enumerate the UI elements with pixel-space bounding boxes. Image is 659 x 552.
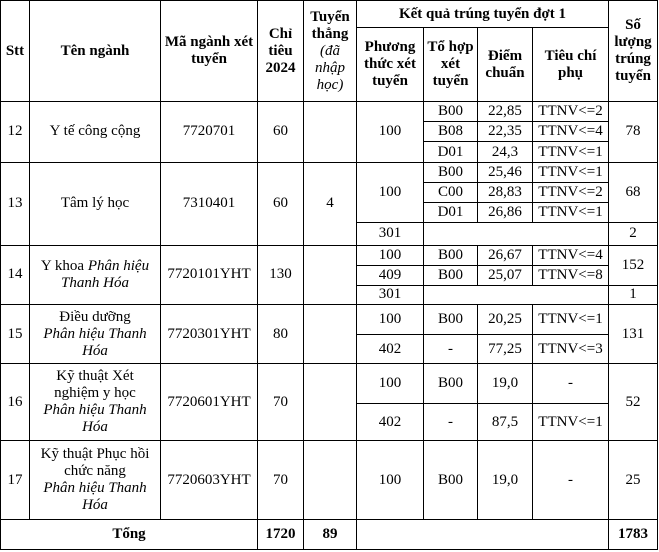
stt-cell: 14 [1, 245, 30, 304]
branch-name: Phân hiệu Thanh Hóa [43, 402, 147, 436]
total-direct: 89 [304, 519, 357, 549]
score-cell: 22,85 [478, 102, 533, 122]
total-label: Tổng [1, 519, 258, 549]
criteria-cell: TTNV<=3 [533, 335, 609, 364]
quota-cell: 60 [258, 162, 304, 245]
header-results-round1: Kết quả trúng tuyển đợt 1 [357, 1, 609, 28]
criteria-cell: TTNV<=8 [533, 265, 609, 285]
score-cell: 87,5 [478, 404, 533, 441]
branch-name: Phân hiệu Thanh Hóa [61, 257, 150, 291]
direct-cell [304, 102, 357, 162]
empty-cell [424, 222, 609, 245]
count-cell: 52 [609, 364, 658, 441]
header-quota: Chỉ tiêu 2024 [258, 1, 304, 102]
branch-name: Phân hiệu Thanh Hóa [43, 480, 147, 514]
criteria-cell: - [533, 364, 609, 404]
combo-cell: D01 [424, 142, 478, 162]
header-admitted-count: Số lượng trúng tuyển [609, 1, 658, 102]
method-cell: 100 [357, 364, 424, 404]
stt-cell: 12 [1, 102, 30, 162]
combo-cell: - [424, 404, 478, 441]
combo-cell: B00 [424, 305, 478, 335]
stt-cell: 13 [1, 162, 30, 245]
criteria-cell: TTNV<=1 [533, 404, 609, 441]
major-name-cell: Y tế công cộng [30, 102, 161, 162]
table-row [1, 245, 658, 265]
criteria-cell: TTNV<=1 [533, 305, 609, 335]
direct-cell [304, 305, 357, 364]
header-direct-note: (đã nhập học) [315, 42, 345, 93]
method-cell: 409 [357, 265, 424, 285]
count-cell: 131 [609, 305, 658, 364]
combo-cell: B00 [424, 265, 478, 285]
direct-cell [304, 364, 357, 441]
table-row [1, 305, 658, 335]
header-direct-admission [304, 1, 357, 102]
method-cell: 100 [357, 102, 424, 162]
stt-cell: 16 [1, 364, 30, 441]
quota-cell: 130 [258, 245, 304, 304]
header-subject-combo: Tổ hợp xét tuyển [424, 28, 478, 102]
major-code-cell: 7720301YHT [161, 305, 258, 364]
table-row [1, 364, 658, 404]
header-stt: Stt [1, 1, 30, 102]
empty-cell [424, 285, 609, 304]
score-cell: 20,25 [478, 305, 533, 335]
method-cell: 100 [357, 245, 424, 265]
score-cell: 26,86 [478, 202, 533, 222]
table-row [1, 162, 658, 182]
count-cell: 25 [609, 441, 658, 519]
header-secondary-criteria: Tiêu chí phụ [533, 28, 609, 102]
major-name-cell [30, 305, 161, 364]
method-cell: 301 [357, 285, 424, 304]
score-cell: 24,3 [478, 142, 533, 162]
combo-cell: B08 [424, 122, 478, 142]
stt-cell: 17 [1, 441, 30, 519]
total-row [1, 519, 658, 549]
method-cell: 100 [357, 162, 424, 222]
criteria-cell: - [533, 441, 609, 519]
score-cell: 25,46 [478, 162, 533, 182]
major-name-cell [30, 364, 161, 441]
direct-cell [304, 441, 357, 519]
count-cell: 152 [609, 245, 658, 285]
major-name-main: Kỹ thuật Phục hồi chức năng [40, 446, 150, 480]
major-code-cell: 7720601YHT [161, 364, 258, 441]
empty-cell [357, 519, 609, 549]
table-row [1, 102, 658, 122]
major-code-cell: 7310401 [161, 162, 258, 245]
combo-cell: D01 [424, 202, 478, 222]
criteria-cell: TTNV<=4 [533, 122, 609, 142]
total-quota: 1720 [258, 519, 304, 549]
header-direct-label: Tuyển thẳng [310, 8, 350, 42]
criteria-cell: TTNV<=1 [533, 202, 609, 222]
method-cell: 402 [357, 404, 424, 441]
direct-cell [304, 245, 357, 304]
major-name-cell [30, 245, 161, 304]
major-name-cell: Tâm lý học [30, 162, 161, 245]
score-cell: 28,83 [478, 182, 533, 202]
major-name-cell [30, 441, 161, 519]
score-cell: 25,07 [478, 265, 533, 285]
header-major-code: Mã ngành xét tuyển [161, 1, 258, 102]
table-row [1, 441, 658, 519]
header-method: Phương thức xét tuyển [357, 28, 424, 102]
quota-cell: 70 [258, 364, 304, 441]
criteria-cell: TTNV<=2 [533, 102, 609, 122]
total-count: 1783 [609, 519, 658, 549]
score-cell: 77,25 [478, 335, 533, 364]
major-code-cell: 7720101YHT [161, 245, 258, 304]
combo-cell: - [424, 335, 478, 364]
combo-cell: B00 [424, 245, 478, 265]
method-cell: 402 [357, 335, 424, 364]
count-cell: 1 [609, 285, 658, 304]
score-cell: 19,0 [478, 441, 533, 519]
header-cutoff-score: Điểm chuẩn [478, 28, 533, 102]
combo-cell: B00 [424, 441, 478, 519]
method-cell: 301 [357, 222, 424, 245]
criteria-cell: TTNV<=4 [533, 245, 609, 265]
combo-cell: B00 [424, 162, 478, 182]
major-name-main: Điều dưỡng [59, 308, 131, 325]
criteria-cell: TTNV<=1 [533, 142, 609, 162]
quota-cell: 60 [258, 102, 304, 162]
count-cell: 68 [609, 162, 658, 222]
count-cell: 2 [609, 222, 658, 245]
header-major-name: Tên ngành [30, 1, 161, 102]
score-cell: 26,67 [478, 245, 533, 265]
major-name-main: Y khoa [40, 257, 85, 274]
criteria-cell: TTNV<=1 [533, 162, 609, 182]
method-cell: 100 [357, 441, 424, 519]
count-cell: 78 [609, 102, 658, 162]
stt-cell: 15 [1, 305, 30, 364]
major-code-cell: 7720701 [161, 102, 258, 162]
method-cell: 100 [357, 305, 424, 335]
major-code-cell: 7720603YHT [161, 441, 258, 519]
direct-cell: 4 [304, 162, 357, 245]
branch-name: Phân hiệu Thanh Hóa [43, 325, 147, 359]
combo-cell: B00 [424, 364, 478, 404]
combo-cell: C00 [424, 182, 478, 202]
quota-cell: 80 [258, 305, 304, 364]
criteria-cell: TTNV<=2 [533, 182, 609, 202]
combo-cell: B00 [424, 102, 478, 122]
score-cell: 22,35 [478, 122, 533, 142]
quota-cell: 70 [258, 441, 304, 519]
score-cell: 19,0 [478, 364, 533, 404]
major-name-main: Kỹ thuật Xét nghiệm y học [54, 368, 136, 402]
